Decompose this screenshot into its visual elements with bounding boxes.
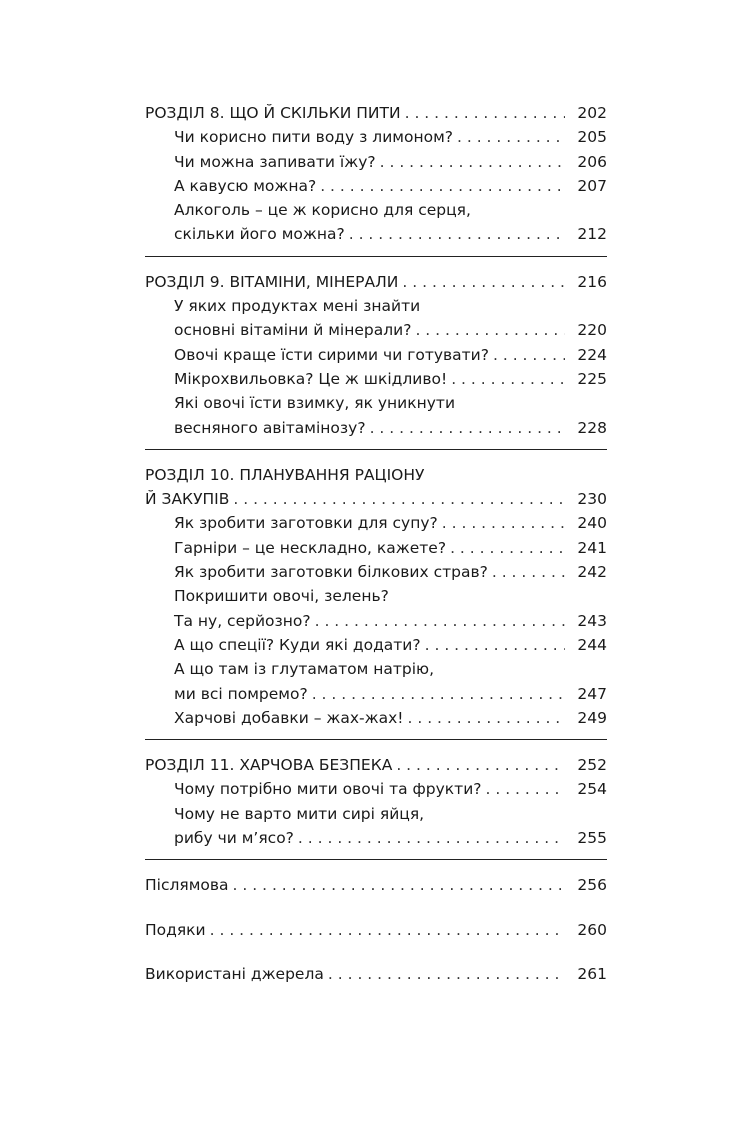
page-number: 247: [577, 684, 607, 703]
toc-entry-title: Харчові добавки – жах-жах!: [174, 708, 404, 727]
dot-leader: [328, 962, 565, 986]
toc-subentry[interactable]: [145, 198, 607, 222]
page-number: 252: [577, 756, 607, 775]
dot-leader: [405, 101, 565, 125]
toc-subentry[interactable]: [145, 560, 607, 584]
toc-chapter-section: [145, 270, 607, 450]
toc-entry-title: У яких продуктах мені знайти: [174, 297, 421, 316]
page-number: 241: [577, 538, 607, 557]
toc-entry-title: Чи можна запивати їжу?: [174, 152, 376, 171]
dot-leader: [298, 826, 565, 850]
toc-standalone-entry: [145, 962, 607, 995]
dot-leader: [402, 270, 565, 294]
toc-subentry[interactable]: [145, 150, 607, 174]
toc-entry-title: Та ну, серйозно?: [174, 611, 311, 630]
toc-subentry[interactable]: [145, 682, 607, 706]
toc-entry-title: А що спеції? Куди які додати?: [174, 635, 421, 654]
page-number: 260: [577, 920, 607, 939]
dot-leader: [396, 753, 565, 777]
toc-subentry[interactable]: [145, 391, 607, 415]
toc-entry[interactable]: [145, 873, 607, 897]
toc-subentry[interactable]: [145, 536, 607, 560]
toc-entry-title: скільки його можна?: [174, 225, 345, 244]
page-number: 230: [577, 490, 607, 509]
toc-entry-title: Й ЗАКУПІВ: [145, 490, 230, 509]
toc-subentry[interactable]: [145, 826, 607, 850]
toc-entry-title: Чи корисно пити воду з лимоном?: [174, 128, 453, 147]
page-number: 224: [577, 345, 607, 364]
page-number: 212: [577, 225, 607, 244]
toc-subentry[interactable]: [145, 633, 607, 657]
toc-entry[interactable]: [145, 487, 607, 511]
toc-entry-title: РОЗДІЛ 8. ЩО Й СКІЛЬКИ ПИТИ: [145, 104, 401, 122]
page-number: 240: [577, 514, 607, 533]
toc-subentry[interactable]: [145, 294, 607, 318]
dot-leader: [450, 536, 565, 560]
page-number: 261: [577, 964, 607, 983]
toc-subentry[interactable]: [145, 584, 607, 608]
toc-entry-title: Як зробити заготовки білкових страв?: [174, 563, 488, 582]
toc-subentry[interactable]: [145, 318, 607, 342]
toc-entry-title: РОЗДІЛ 9. ВІТАМІНИ, МІНЕРАЛИ: [145, 272, 399, 291]
dot-leader: [380, 150, 565, 174]
toc-entry-title: Чому потрібно мити овочі та фрукти?: [174, 780, 482, 799]
toc-subentry[interactable]: [145, 777, 607, 801]
toc-entry[interactable]: [145, 463, 607, 487]
dot-leader: [210, 918, 565, 942]
toc-entry-title: Які овочі їсти взимку, як уникнути: [174, 394, 456, 413]
page-number: 244: [577, 635, 607, 654]
page-number: 220: [577, 321, 607, 340]
page-number: 256: [577, 876, 607, 895]
toc-entry-title: Післямова: [145, 876, 229, 895]
toc-subentry[interactable]: [145, 416, 607, 440]
page-number: 216: [577, 272, 607, 291]
toc-entry-title: ми всі помремо?: [174, 684, 308, 703]
dot-leader: [492, 560, 565, 584]
toc-entry-title: Як зробити заготовки для супу?: [174, 514, 438, 533]
toc-entry[interactable]: [145, 962, 607, 986]
toc-subentry[interactable]: [145, 802, 607, 826]
dot-leader: [407, 706, 565, 730]
toc-subentry[interactable]: [145, 125, 607, 149]
toc-entry-title: Чому не варто мити сирі яйця,: [174, 804, 425, 823]
toc-entry-title: Гарніри – це нескладно, кажете?: [174, 538, 447, 557]
toc-subentry[interactable]: [145, 222, 607, 246]
dot-leader: [486, 777, 566, 801]
dot-leader: [315, 609, 565, 633]
dot-leader: [320, 174, 565, 198]
toc-entry-title: А що там із глутаматом натрію,: [174, 660, 435, 679]
toc-entry[interactable]: [145, 101, 607, 125]
dot-leader: [493, 343, 565, 367]
page-number: 243: [577, 611, 607, 630]
toc-subentry[interactable]: [145, 706, 607, 730]
toc-entry-title: основні вітаміни й мінерали?: [174, 321, 412, 340]
toc-subentry[interactable]: [145, 367, 607, 391]
page-number: 254: [577, 780, 607, 799]
toc-chapter-section: [145, 753, 607, 860]
toc-entry-title: рибу чи м’ясо?: [174, 829, 294, 848]
page-number: 249: [577, 708, 607, 727]
toc-entry[interactable]: [145, 918, 607, 942]
toc-standalone-entry: [145, 873, 607, 906]
dot-leader: [312, 682, 565, 706]
toc-subentry[interactable]: [145, 174, 607, 198]
dot-leader: [442, 511, 565, 535]
dot-leader: [451, 367, 565, 391]
toc-entry-title: Алкоголь – це ж корисно для серця,: [174, 201, 471, 220]
toc-entry-title: Покришити овочі, зелень?: [174, 587, 389, 606]
toc-entry-title: весняного авітамінозу?: [174, 418, 366, 437]
toc-subentry[interactable]: [145, 657, 607, 681]
page-number: 206: [577, 152, 607, 171]
page-number: 228: [577, 418, 607, 437]
dot-leader: [425, 633, 565, 657]
toc-entry-title: А кавусю можна?: [174, 176, 317, 195]
dot-leader: [233, 487, 565, 511]
dot-leader: [370, 416, 565, 440]
toc-entry-title: Використані джерела: [145, 964, 324, 983]
toc-entry-title: Овочі краще їсти сирими чи готувати?: [174, 345, 489, 364]
page-number: 225: [577, 369, 607, 388]
toc-entry-title: Мікрохвильовка? Це ж шкідливо!: [174, 369, 448, 388]
dot-leader: [349, 222, 565, 246]
toc-entry[interactable]: [145, 270, 607, 294]
toc-entry-title: Подяки: [145, 920, 206, 939]
page-number: 207: [577, 176, 607, 195]
table-of-contents: [145, 101, 607, 1006]
toc-chapter-section: [145, 463, 607, 740]
toc-standalone-entry: [145, 918, 607, 951]
dot-leader: [233, 873, 565, 897]
toc-subentry[interactable]: [145, 343, 607, 367]
page-number: 205: [577, 128, 607, 147]
toc-subentry[interactable]: [145, 511, 607, 535]
toc-entry-title: РОЗДІЛ 11. ХАРЧОВА БЕЗПЕКА: [145, 756, 393, 775]
page-number: 202: [577, 104, 607, 122]
toc-entry-title: РОЗДІЛ 10. ПЛАНУВАННЯ РАЦІОНУ: [145, 465, 425, 484]
page-number: 255: [577, 829, 607, 848]
toc-entry[interactable]: [145, 753, 607, 777]
dot-leader: [415, 318, 565, 342]
dot-leader: [457, 125, 565, 149]
page-number: 242: [577, 563, 607, 582]
toc-chapter-section: [145, 101, 607, 257]
toc-subentry[interactable]: [145, 609, 607, 633]
